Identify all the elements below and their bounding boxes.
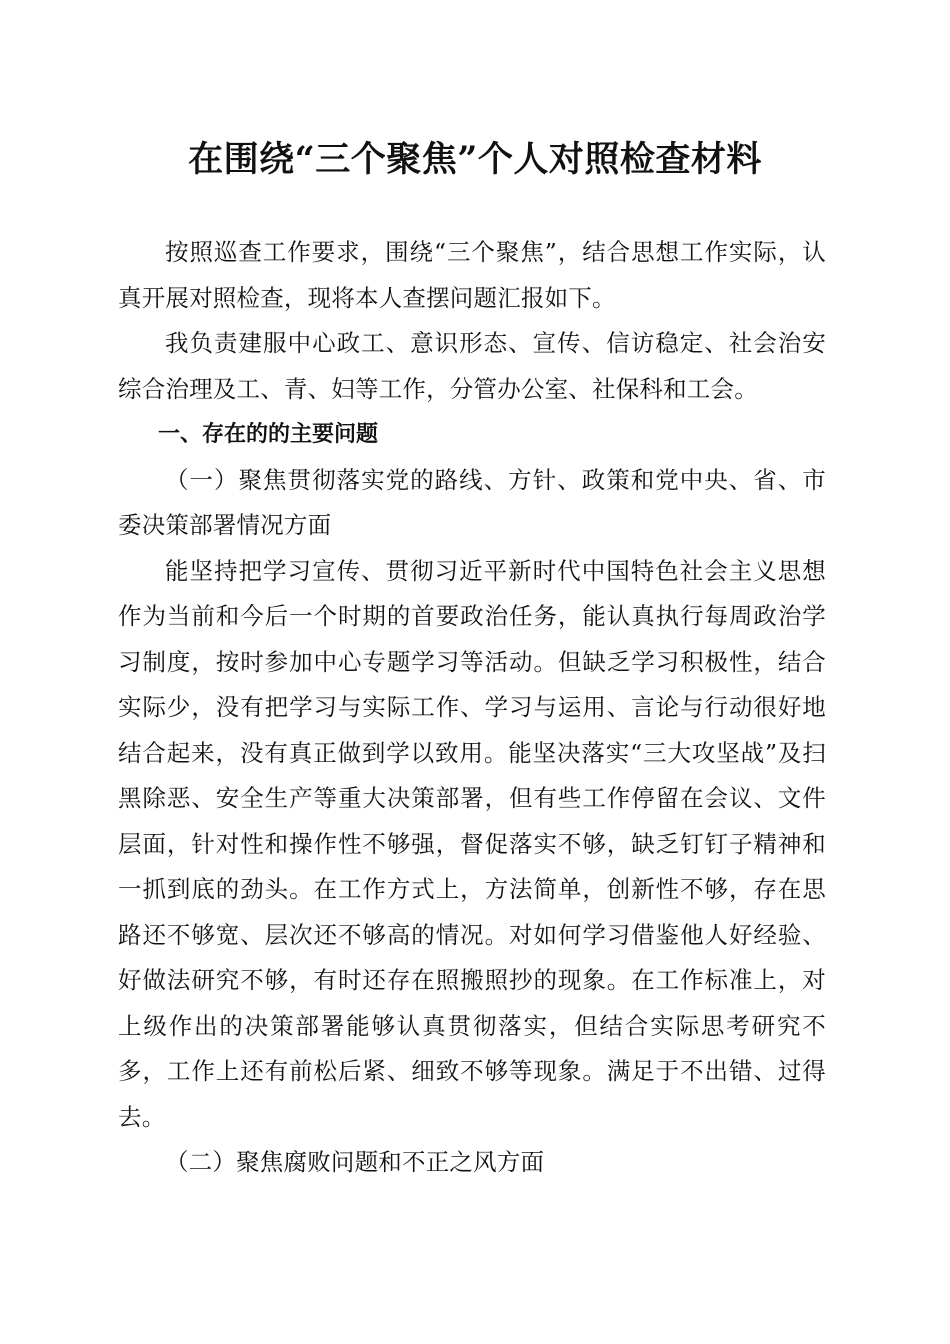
subsection-heading-1: （一）聚焦贯彻落实党的路线、方针、政策和党中央、省、市委决策部署情况方面 (118, 465, 826, 539)
section-heading-problems: 一、存在的的主要问题 (158, 422, 379, 447)
responsibility-paragraph: 我负责建服中心政工、意识形态、宣传、信访稳定、社会治安综合治理及工、青、妇等工作，分管办公室、社保科和工会。 (118, 329, 826, 403)
document-body (118, 230, 826, 1186)
intro-paragraph: 按照巡查工作要求，围绕“三个聚焦”，结合思想工作实际，认真开展对照检查，现将本人查摆问题汇报如下。 (118, 238, 826, 312)
document-title: 在围绕“三个聚焦”个人对照检查材料 (188, 139, 762, 180)
subsection-heading-2: （二）聚焦腐败问题和不正之风方面 (165, 1148, 545, 1176)
subsection-1-body: 能坚持把学习宣传、贯彻习近平新时代中国特色社会主义思想作为当前和今后一个时期的首要政治任务，能认真执行每周政治学习制度，按时参加中心专题学习等活动。但缺乏学习积极性，结合实际少，没有把学习与实际工作、学习与运用、言论与行动很好地结合起来，没有真正做到学以致用。能坚决落实“三大攻坚战”及扫黑除恶、安全生产等重大决策部署，但有些工作停留在会议、文件层面，针对性和操作性不够强，督促落实不够，缺乏钉钉子精神和一抓到底的劲头。在工作方式上，方法简单，创新性不够，存在思路还不够宽、层次还不够高的情况。对如何学习借鉴他人好经验、好做法研究不够，有时还存在照搬照抄的现象。在工作标准上，对上级作出的决策部署能够认真贯彻落实，但结合实际思考研究不多，工作上还有前松后紧、细致不够等现象。满足于不出错、过得去。 (118, 556, 826, 1131)
